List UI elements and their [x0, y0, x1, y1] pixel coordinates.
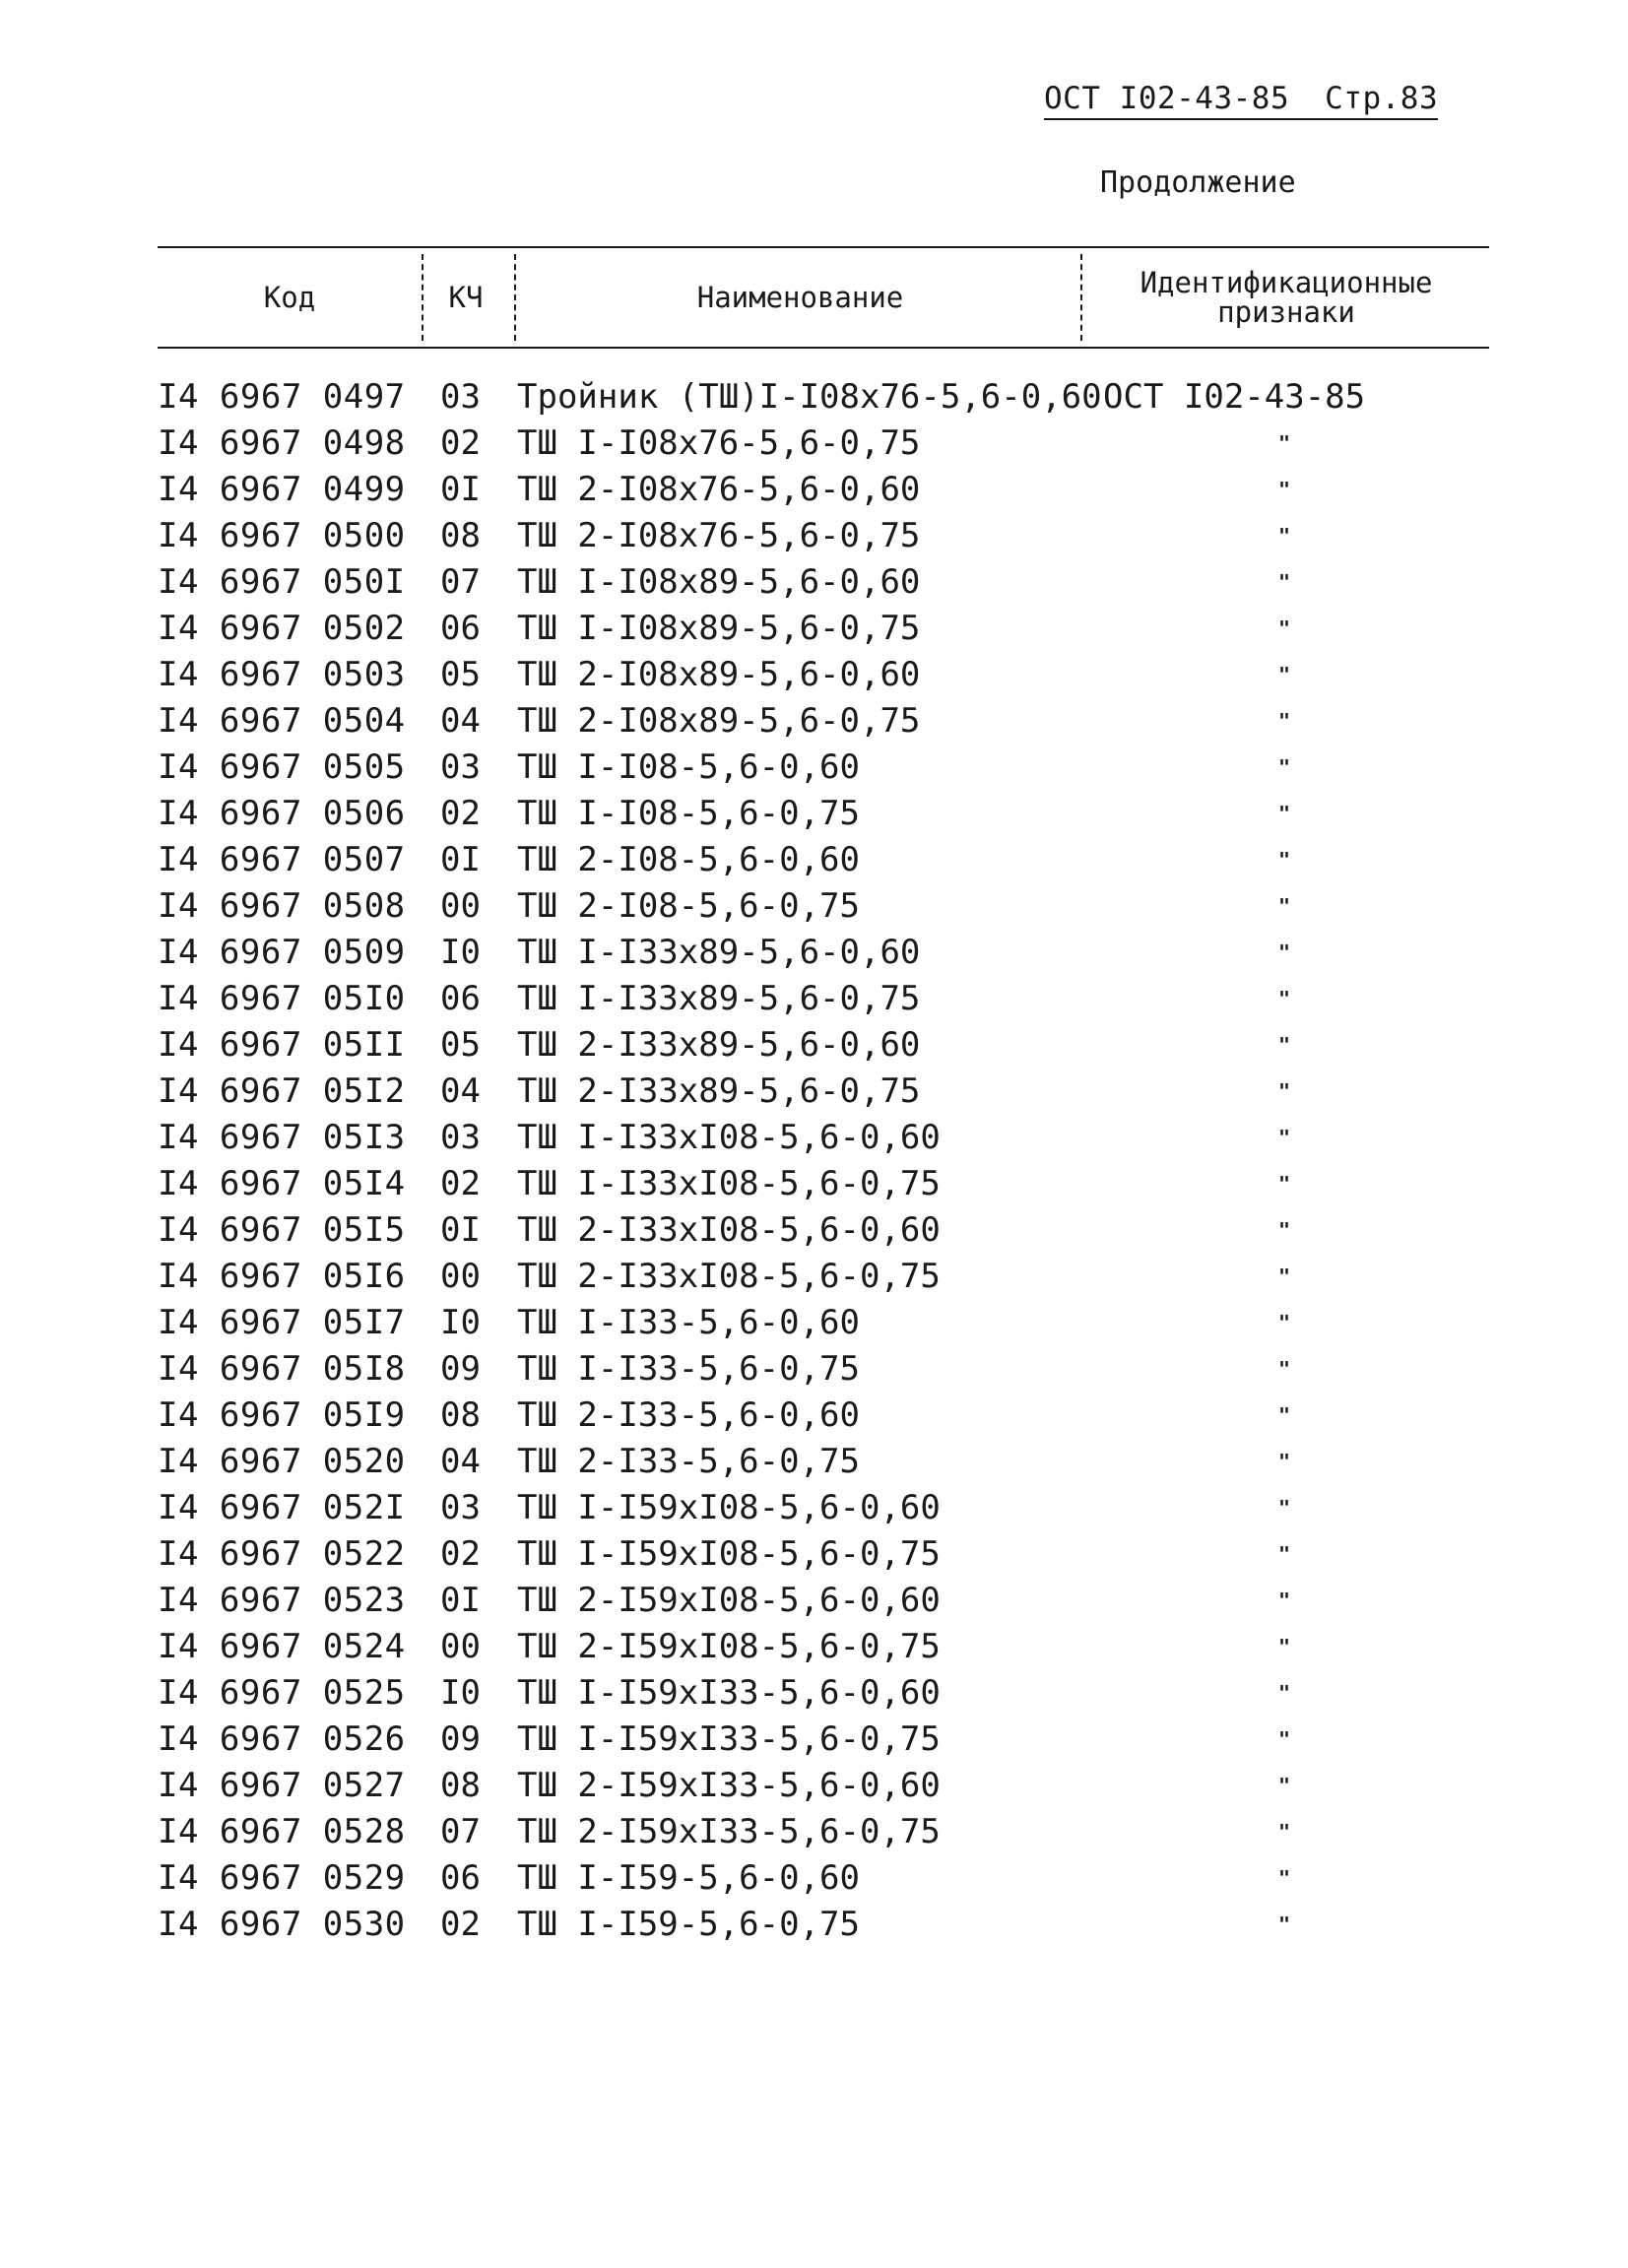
row-ident-ditto: " — [1278, 848, 1291, 872]
row-name: ТШ 2-I59xI33-5,6-0,60 — [517, 1766, 941, 1805]
row-code: I4 6967 0526 — [158, 1719, 406, 1759]
continuation-label: Продолжение — [1100, 165, 1296, 200]
row-name: ТШ 2-I33xI08-5,6-0,75 — [517, 1257, 941, 1296]
table-row — [158, 374, 1489, 421]
row-kch: 07 — [440, 562, 481, 602]
row-code: I4 6967 05II — [158, 1025, 406, 1065]
column-header-code: Код — [263, 280, 316, 314]
row-ident-ditto: " — [1278, 1450, 1291, 1473]
row-name: ТШ I-I59xI08-5,6-0,75 — [517, 1534, 941, 1574]
row-name: ТШ I-I08x76-5,6-0,75 — [517, 423, 921, 463]
row-ident-ditto: " — [1278, 1774, 1291, 1797]
row-kch: I0 — [440, 1303, 481, 1342]
row-name: ТШ I-I33xI08-5,6-0,60 — [517, 1118, 941, 1157]
column-header-ident — [1083, 248, 1489, 347]
row-name: ТШ I-I33xI08-5,6-0,75 — [517, 1164, 941, 1203]
table-row — [158, 1531, 1489, 1578]
table-row — [158, 1161, 1489, 1207]
row-code: I4 6967 0524 — [158, 1627, 406, 1666]
row-ident-ditto: " — [1278, 1820, 1291, 1844]
table-row — [158, 1717, 1489, 1763]
row-kch: 08 — [440, 1766, 481, 1805]
table-row — [158, 1115, 1489, 1161]
table-row — [158, 1207, 1489, 1254]
row-ident-ditto: " — [1278, 1033, 1291, 1057]
table-body — [158, 374, 1489, 1948]
row-name: ТШ I-I33-5,6-0,75 — [517, 1349, 860, 1389]
row-code: I4 6967 0509 — [158, 933, 406, 972]
row-code: I4 6967 0528 — [158, 1812, 406, 1851]
row-kch: 04 — [440, 1071, 481, 1111]
row-ident-ditto: " — [1278, 987, 1291, 1010]
row-code: I4 6967 0502 — [158, 609, 406, 648]
table-row — [158, 930, 1489, 976]
row-kch: 02 — [440, 1164, 481, 1203]
row-kch: 07 — [440, 1812, 481, 1851]
row-name: ТШ 2-I08x76-5,6-0,60 — [517, 470, 921, 509]
row-code: I4 6967 0497 — [158, 377, 406, 417]
row-code: I4 6967 0498 — [158, 423, 406, 463]
table-row — [158, 837, 1489, 883]
row-code: I4 6967 0504 — [158, 701, 406, 741]
row-name: ТШ 2-I33xI08-5,6-0,60 — [517, 1210, 941, 1250]
row-kch: 09 — [440, 1719, 481, 1759]
row-name: ТШ I-I08-5,6-0,60 — [517, 747, 860, 787]
row-name: ТШ 2-I33x89-5,6-0,75 — [517, 1071, 921, 1111]
row-ident-ditto: " — [1278, 1866, 1291, 1890]
table-row — [158, 1578, 1489, 1624]
table-row — [158, 467, 1489, 513]
column-divider — [1080, 254, 1082, 341]
row-kch: 03 — [440, 1118, 481, 1157]
row-name: ТШ I-I33x89-5,6-0,75 — [517, 979, 921, 1018]
row-name: ТШ 2-I59xI08-5,6-0,60 — [517, 1581, 941, 1620]
table-row — [158, 652, 1489, 698]
row-kch: 04 — [440, 1442, 481, 1481]
row-ident-ditto: " — [1278, 1172, 1291, 1196]
table-row — [158, 606, 1489, 652]
row-name: ТШ I-I59-5,6-0,75 — [517, 1905, 860, 1944]
row-code: I4 6967 05I3 — [158, 1118, 406, 1157]
row-ident-ditto: " — [1278, 616, 1291, 640]
row-kch: 06 — [440, 979, 481, 1018]
row-name: ТШ 2-I33x89-5,6-0,60 — [517, 1025, 921, 1065]
row-kch: 0I — [440, 840, 481, 879]
table-row — [158, 745, 1489, 791]
document-header — [1044, 81, 1438, 120]
row-code: I4 6967 05I9 — [158, 1395, 406, 1435]
table-row — [158, 1439, 1489, 1485]
row-ident-ditto: " — [1278, 1357, 1291, 1381]
row-kch: 00 — [440, 1627, 481, 1666]
row-kch: 02 — [440, 794, 481, 833]
table-row — [158, 1763, 1489, 1809]
row-code: I4 6967 05I2 — [158, 1071, 406, 1111]
row-ident-ditto: " — [1278, 1727, 1291, 1751]
table-row — [158, 1809, 1489, 1855]
row-code: I4 6967 0499 — [158, 470, 406, 509]
row-kch: 08 — [440, 1395, 481, 1435]
table-row — [158, 883, 1489, 930]
table-row — [158, 1069, 1489, 1115]
table-header — [158, 246, 1489, 349]
column-header-ident-line1: Идентификационные — [1140, 265, 1433, 299]
row-kch: 02 — [440, 1905, 481, 1944]
row-ident-ditto: " — [1278, 1218, 1291, 1242]
row-kch: 03 — [440, 747, 481, 787]
row-code: I4 6967 05I4 — [158, 1164, 406, 1203]
table-row — [158, 1022, 1489, 1069]
row-ident-ditto: " — [1278, 1542, 1291, 1566]
table-row — [158, 698, 1489, 745]
row-ident-ditto: " — [1278, 524, 1291, 548]
table-row — [158, 1670, 1489, 1717]
row-code: I4 6967 05I0 — [158, 979, 406, 1018]
table-row — [158, 513, 1489, 559]
row-code: I4 6967 0527 — [158, 1766, 406, 1805]
row-kch: 03 — [440, 377, 481, 417]
row-name: ТШ 2-I59xI08-5,6-0,75 — [517, 1627, 941, 1666]
row-ident-ditto: " — [1278, 1635, 1291, 1658]
row-name: ТШ 2-I08x76-5,6-0,75 — [517, 516, 921, 555]
row-code: I4 6967 052I — [158, 1488, 406, 1527]
row-kch: 04 — [440, 701, 481, 741]
row-ident-ditto: " — [1278, 1079, 1291, 1103]
row-code: I4 6967 0500 — [158, 516, 406, 555]
row-code: I4 6967 050I — [158, 562, 406, 602]
row-ident-ditto: " — [1278, 1681, 1291, 1705]
row-code: I4 6967 05I5 — [158, 1210, 406, 1250]
row-code: I4 6967 0506 — [158, 794, 406, 833]
row-ident-ditto: " — [1278, 1912, 1291, 1936]
table-row — [158, 1393, 1489, 1439]
row-name: ТШ 2-I33-5,6-0,75 — [517, 1442, 860, 1481]
row-kch: 09 — [440, 1349, 481, 1389]
row-kch: 03 — [440, 1488, 481, 1527]
row-ident-ditto: " — [1278, 1403, 1291, 1427]
standard-number: ОСТ I02-43-85 — [1044, 81, 1290, 116]
row-name: ТШ 2-I08-5,6-0,60 — [517, 840, 860, 879]
row-kch: 02 — [440, 1534, 481, 1574]
row-ident-ditto: " — [1278, 1264, 1291, 1288]
row-kch: 0I — [440, 1581, 481, 1620]
row-code: I4 6967 05I6 — [158, 1257, 406, 1296]
row-kch: 02 — [440, 423, 481, 463]
row-name: ТШ 2-I33-5,6-0,60 — [517, 1395, 860, 1435]
row-ident-ditto: " — [1278, 478, 1291, 501]
row-name: Тройник (ТШ)I-I08x76-5,6-0,60 — [517, 377, 1102, 417]
row-ident-ditto: " — [1278, 709, 1291, 733]
table-row — [158, 1254, 1489, 1300]
row-name: ТШ I-I59xI08-5,6-0,60 — [517, 1488, 941, 1527]
row-code: I4 6967 05I8 — [158, 1349, 406, 1389]
row-name: ТШ I-I59xI33-5,6-0,60 — [517, 1673, 941, 1713]
row-code: I4 6967 0507 — [158, 840, 406, 879]
row-ident-ditto: " — [1278, 663, 1291, 686]
table-row — [158, 976, 1489, 1022]
table-row — [158, 1624, 1489, 1670]
row-code: I4 6967 0520 — [158, 1442, 406, 1481]
row-code: I4 6967 0525 — [158, 1673, 406, 1713]
row-name: ТШ I-I59-5,6-0,60 — [517, 1858, 860, 1898]
row-kch: I0 — [440, 933, 481, 972]
row-ident-ditto: " — [1278, 755, 1291, 779]
row-name: ТШ 2-I08-5,6-0,75 — [517, 886, 860, 926]
row-ident-ditto: " — [1278, 894, 1291, 918]
row-code: I4 6967 0505 — [158, 747, 406, 787]
row-kch: 00 — [440, 1257, 481, 1296]
row-code: I4 6967 0523 — [158, 1581, 406, 1620]
table-row — [158, 1300, 1489, 1346]
table-row — [158, 1485, 1489, 1531]
row-name: ТШ 2-I08x89-5,6-0,60 — [517, 655, 921, 694]
row-name: ТШ I-I33x89-5,6-0,60 — [517, 933, 921, 972]
row-name: ТШ 2-I08x89-5,6-0,75 — [517, 701, 921, 741]
row-code: I4 6967 0529 — [158, 1858, 406, 1898]
column-header-name: Наименование — [696, 280, 904, 314]
column-header-kch-label: КЧ — [448, 280, 484, 314]
row-ident-ditto: " — [1278, 940, 1291, 964]
row-code: I4 6967 0522 — [158, 1534, 406, 1574]
row-ident-ditto: " — [1278, 1126, 1291, 1149]
row-code: I4 6967 0530 — [158, 1905, 406, 1944]
row-code: I4 6967 05I7 — [158, 1303, 406, 1342]
row-name: ТШ I-I08x89-5,6-0,60 — [517, 562, 921, 602]
table-row — [158, 1346, 1489, 1393]
table-row — [158, 559, 1489, 606]
row-name: ТШ 2-I59xI33-5,6-0,75 — [517, 1812, 941, 1851]
row-name: ТШ I-I08-5,6-0,75 — [517, 794, 860, 833]
row-ident: ОСТ I02-43-85 — [1103, 377, 1366, 417]
row-name: ТШ I-I08x89-5,6-0,75 — [517, 609, 921, 648]
row-kch: 05 — [440, 655, 481, 694]
row-ident-ditto: " — [1278, 802, 1291, 825]
row-name: ТШ I-I33-5,6-0,60 — [517, 1303, 860, 1342]
column-divider — [514, 254, 516, 341]
row-name: ТШ I-I59xI33-5,6-0,75 — [517, 1719, 941, 1759]
row-code: I4 6967 0503 — [158, 655, 406, 694]
table-row — [158, 1902, 1489, 1948]
row-kch: 08 — [440, 516, 481, 555]
column-header-ident-line2: признаки — [1217, 295, 1355, 329]
row-kch: 06 — [440, 609, 481, 648]
row-kch: 06 — [440, 1858, 481, 1898]
row-kch: 00 — [440, 886, 481, 926]
table-row — [158, 421, 1489, 467]
row-kch: 0I — [440, 1210, 481, 1250]
row-kch: 0I — [440, 470, 481, 509]
row-ident-ditto: " — [1278, 431, 1291, 455]
table-row — [158, 1855, 1489, 1902]
row-kch: I0 — [440, 1673, 481, 1713]
row-ident-ditto: " — [1278, 1496, 1291, 1520]
table-row — [158, 791, 1489, 837]
row-ident-ditto: " — [1278, 570, 1291, 594]
row-ident-ditto: " — [1278, 1588, 1291, 1612]
row-kch: 05 — [440, 1025, 481, 1065]
row-code: I4 6967 0508 — [158, 886, 406, 926]
page-number: Стр.83 — [1325, 81, 1439, 116]
row-ident-ditto: " — [1278, 1311, 1291, 1334]
